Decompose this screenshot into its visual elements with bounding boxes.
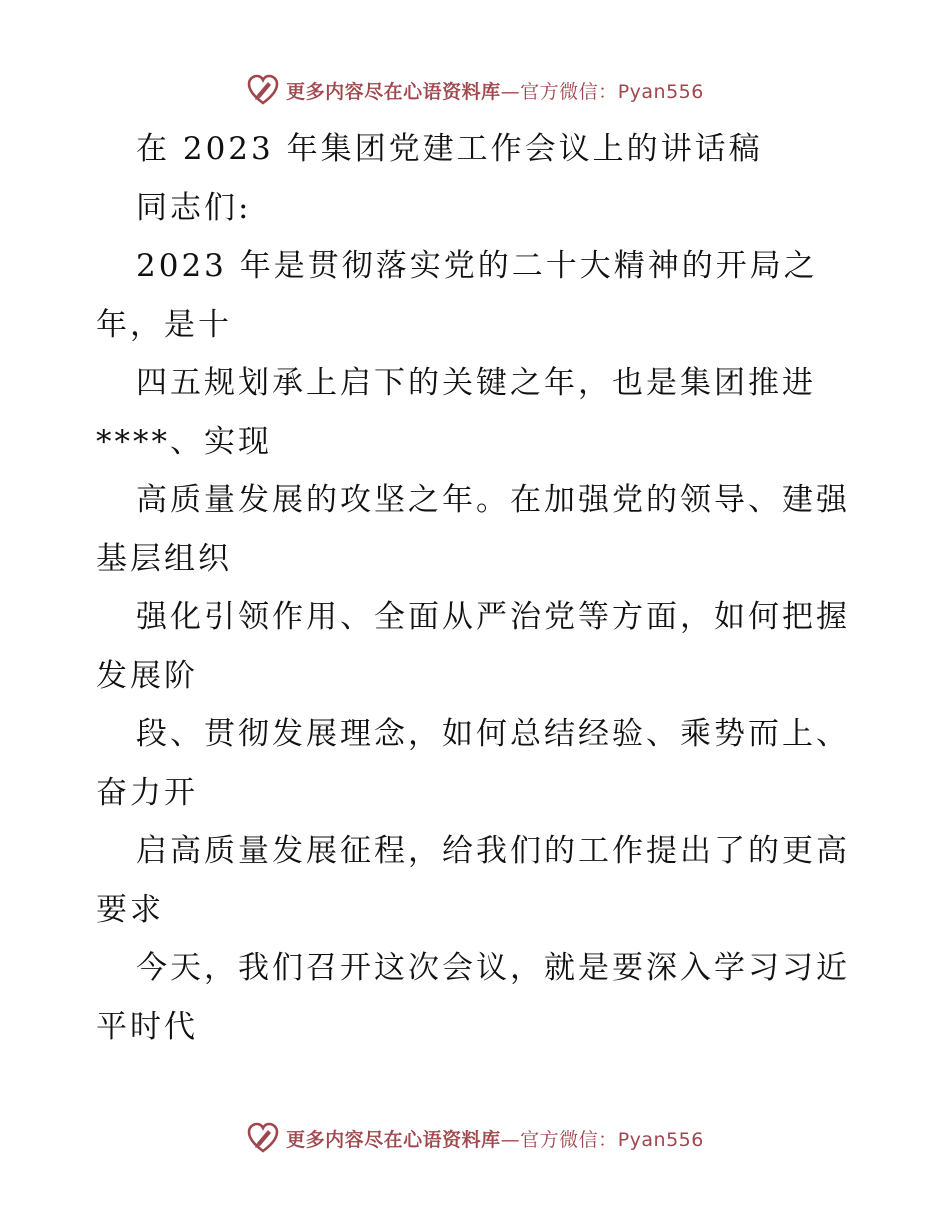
document-line: 年，是十: [96, 306, 232, 343]
document-line: 高质量发展的攻坚之年。在加强党的领导、建强: [136, 482, 850, 518]
watermark-main-text: 更多内容尽在心语资料库: [286, 1128, 501, 1151]
watermark-separator: —: [500, 1128, 521, 1151]
watermark-contact-label: 官方微信：: [520, 1128, 618, 1151]
watermark-separator: —: [500, 80, 521, 103]
watermark-contact-label: 官方微信：: [520, 80, 618, 103]
document-line: ****、实现: [96, 423, 272, 460]
watermark-contact-id: Pyan556: [617, 80, 704, 103]
document-line: 段、贯彻发展理念，如何总结经验、乘势而上、: [136, 716, 850, 752]
document-line: 同志们:: [136, 189, 252, 226]
document-line: 今天，我们召开这次会议，就是要深入学习习近: [136, 950, 850, 986]
header-watermark: [0, 70, 950, 110]
document-line: 四五规划承上启下的关键之年，也是集团推进: [136, 365, 816, 401]
document-line: 在 2023 年集团党建工作会议上的讲话稿: [136, 131, 763, 167]
heart-pen-logo-icon: [246, 73, 280, 107]
document-line: 基层组织: [96, 540, 232, 577]
document-line: 2023 年是贯彻落实党的二十大精神的开局之: [136, 248, 818, 284]
document-line: 平时代: [96, 1008, 198, 1045]
document-line: 启高质量发展征程，给我们的工作提出了的更高: [136, 833, 850, 869]
document-body: [96, 120, 866, 1056]
document-line: 发展阶: [96, 657, 198, 694]
document-line: 要求: [96, 891, 164, 928]
watermark-contact-id: Pyan556: [617, 1128, 704, 1151]
footer-watermark: [0, 1118, 950, 1158]
document-line: 奋力开: [96, 774, 198, 811]
document-line: 强化引领作用、全面从严治党等方面，如何把握: [136, 599, 850, 635]
heart-pen-logo-icon: [246, 1121, 280, 1155]
watermark-main-text: 更多内容尽在心语资料库: [286, 80, 501, 103]
